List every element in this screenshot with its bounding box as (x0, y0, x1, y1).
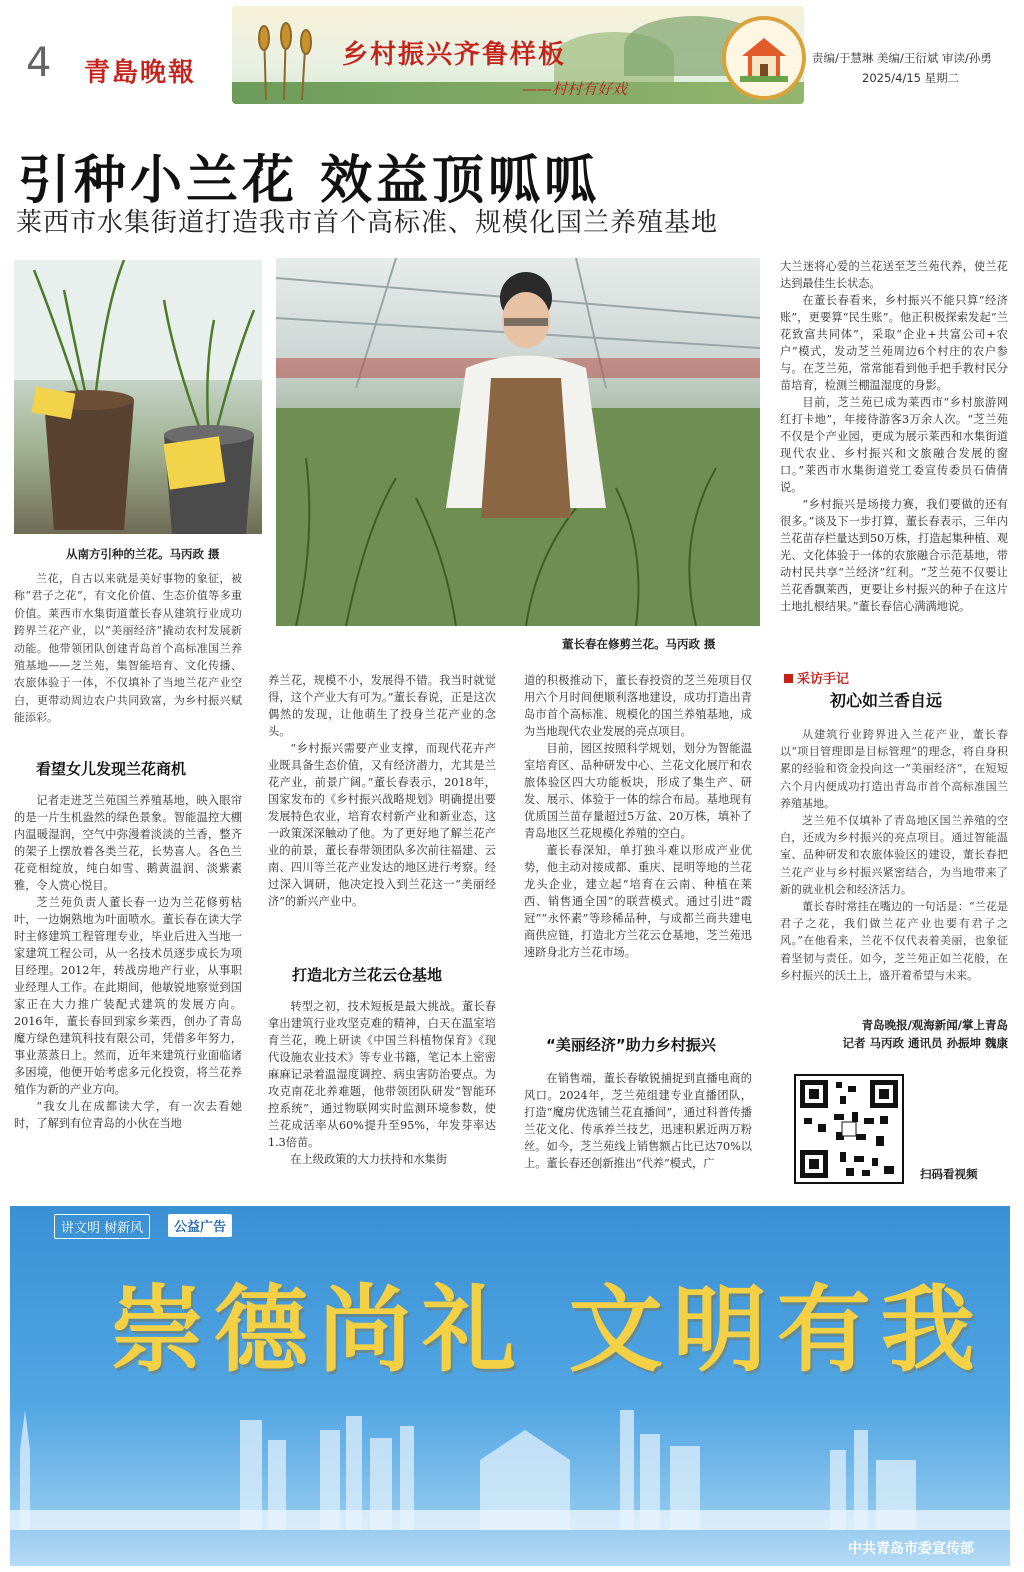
article-column-2-top (268, 672, 496, 910)
reporter-note-title: 初心如兰香自远 (830, 691, 943, 710)
qr-code[interactable] (794, 1074, 904, 1184)
article-column-1 (14, 792, 242, 1132)
reporter-note-tag: 采访手记 (784, 668, 849, 687)
paragraph: 道的积极推动下，董长春投资的芝兰苑项目仅用六个月时间便顺利落地建设，成功打造出青岛市首个高标准、规模化的国兰养殖基地，成为当地现代农业发展的亮点项目。 (524, 674, 752, 738)
newspaper-logo: 青島晚報 (84, 58, 197, 88)
paragraph: 养兰花，规模不小，发展得不错。我当时就觉得，这个产业大有可为。”董长春说，正是这次偶然的发现，让他萌生了投身兰花产业的念头。 (268, 674, 496, 738)
section-heading: “美丽经济”助力乡村振兴 (546, 1036, 716, 1054)
paragraph: 从建筑行业跨界进入兰花产业，董长春以“项目管理即是目标管理”的理念，将自身积累的经验和资金投向这一“美丽经济”，在短短六个月内便成功打造出青岛市首个高标准国兰养殖基地。 (780, 728, 1008, 810)
paragraph: 目前，芝兰苑已成为莱西市“乡村旅游网红打卡地”，年接待游客3万余人次。“芝兰苑不仅是个产业园，更成为展示莱西和水集街道现代农业、乡村振兴和文旅融合发展的窗口。”莱西市水集街道党工委宣传委员石倩倩说。 (780, 396, 1008, 494)
byline (780, 1016, 1008, 1052)
ad-sponsor: 中共青岛市委宣传部 (848, 1541, 974, 1557)
byline-outlets: 青岛晚报/观海新闻/掌上青岛 (861, 1018, 1008, 1032)
ad-tag-civility: 讲文明 树新风 (54, 1214, 150, 1239)
paragraph: 芝兰苑不仅填补了青岛地区国兰养殖的空白，还成为乡村振兴的亮点项目。通过智能温室、品种研发和农旅体验区的建设，董长春把兰花产业与乡村振兴紧密结合，为当地带来了新的就业机会和经济活力。 (780, 814, 1008, 896)
ad-slogan: 崇德尚礼 文明有我 (110, 1275, 985, 1385)
paragraph: 芝兰苑负责人董长春一边为兰花修剪枯叶，一边娴熟地为叶面喷水。董长春在读大学时主修建筑工程管理专业，毕业后进入当地一家建筑工程公司，从一名技术员逐步成长为项目经理。2012年，转战房地产行业，从事职业经理人工作。在此期间，他敏锐地察觉到国家正在大力推广装配式建筑的发展方向。2016年，董长春回到家乡莱西，创办了青岛魔方绿色建筑科技有限公司，凭借多年努力，事业蒸蒸日上。然而，近年来建筑行业面临诸多困境，他便开始考虑多元化投资，将兰花养殖作为新的产业方向。 (14, 896, 242, 1096)
paragraph: 董长春深知，单打独斗难以形成产业优势，他主动对接成都、重庆、昆明等地的兰花龙头企业，建立起“培育在云南、种植在莱西、销售通全国”的联营模式。通过引进“霞冠”“永怀素”等珍稀品种，与成都兰商共建电商供应链，打造北方兰花云仓基地，芝兰苑迅速跻身北方兰花市场。 (524, 844, 752, 959)
paragraph: “乡村振兴是场接力赛，我们要做的还有很多。”谈及下一步打算，董长春表示，三年内兰花苗存栏量达到50万株，打造起集种植、观光、文化体验于一体的农旅融合示范基地，带动村民共享“兰经济”红利。“芝兰苑不仅要让兰花香飘莱西，更要让乡村振兴的种子在这片土地扎根结果。”董长春信心满满地说。 (780, 498, 1008, 613)
article-column-3-bottom (524, 1070, 752, 1172)
city-skyline-illustration (10, 1390, 1010, 1530)
banner-title: 乡村振兴齐鲁样板 (342, 40, 567, 70)
page-number: 4 (26, 40, 52, 86)
paragraph: 在销售端，董长春敏锐捕捉到直播电商的风口。2024年，芝兰苑组建专业直播团队，打造“魔房优选铺兰花直播间”，通过科普传播兰花文化、传承养兰技艺，迅速积累近两万粉丝。如今，芝兰苑线上销售额占比已达70%以上。董长春还创新推出“代养”模式，广 (524, 1072, 752, 1170)
byline-reporters: 记者 马丙政 通讯员 孙振坤 魏康 (842, 1036, 1008, 1050)
house-badge-icon (722, 16, 806, 100)
paragraph: 大兰迷将心爱的兰花送至芝兰苑代养，使兰花达到最佳生长状态。 (780, 260, 1008, 290)
ad-tag-public-service: 公益广告 (168, 1214, 232, 1237)
issue-date: 2025/4/15 星期二 (862, 71, 960, 85)
paragraph: 目前，园区按照科学规划，划分为智能温室培育区、品种研发中心、兰花文化展厅和农旅体验区四大功能板块，形成了集生产、研发、展示、体验于一体的综合布局。基地现有优质国兰苗存量超过5万盆、20万株，填补了青岛地区兰花规模化养殖的空白。 (524, 742, 752, 840)
orchid-pots-photo (14, 260, 262, 534)
paragraph: “我女儿在成都读大学，有一次去看她时，了解到有位青岛的小伙在当地 (14, 1100, 242, 1130)
greenhouse-photo (276, 258, 760, 626)
article-subheadline: 莱西市水集街道打造我市首个高标准、规模化国兰养殖基地 (16, 208, 719, 238)
section-heading: 打造北方兰花云仓基地 (292, 966, 443, 984)
section-banner (232, 6, 804, 104)
paragraph: “乡村振兴需要产业支撑，而现代花卉产业既具备生态价值，又有经济潜力，尤其是兰花产业，前景广阔。”董长春表示，2018年，国家发布的《乡村振兴战略规划》明确提出要发展特色农业，培育农村新产业和新业态，这一政策深深触动了他。为了更好地了解兰花产业的前景，董长春带领团队多次前往福建、云南、四川等兰花产业发达的地区进行考察。经过深入调研，他决定投入到兰花这一“美丽经济”的新兴产业中。 (268, 742, 496, 908)
paragraph: 在董长春看来，乡村振兴不能只算“经济账”，更要算“民生账”。他正积极探索发起“兰花致富共同体”，采取“企业+共富公司+农户”模式，发动芝兰苑周边6个村庄的农户参与。在芝兰苑，常常能看到他手把手教村民分苗培育，检测兰棚温湿度的身影。 (780, 294, 1008, 392)
public-service-ad (10, 1206, 1010, 1566)
reporter-note-body (780, 726, 1008, 984)
article-column-3-top (524, 672, 752, 961)
paragraph: 董长春时常挂在嘴边的一句话是：“兰花是君子之花，我们做兰花产业也要有君子之风。”在他看来，兰花不仅代表着美丽，也象征着坚韧与责任。如今，芝兰苑正如兰花般，在乡村振兴的沃土上，盛开着希望与未来。 (780, 900, 1008, 982)
editor-credits (812, 48, 992, 88)
article-headline: 引种小兰花 效益顶呱呱 (18, 151, 601, 211)
article-column-2-bottom (268, 998, 496, 1168)
section-heading: 看望女儿发现兰花商机 (36, 760, 187, 778)
paragraph: 记者走进芝兰苑国兰养殖基地，映入眼帘的是一片生机盎然的绿色景象。智能温控大棚内温暖湿润，空气中弥漫着淡淡的兰香，整齐的架子上摆放着各类兰花，长势喜人。各色兰花竞相绽放，纯白如雪、鹅黄温润、淡紫素雅，令人赏心悦目。 (14, 794, 242, 892)
qr-label: 扫码看视频 (920, 1167, 978, 1181)
banner-subtitle: ——村村有好戏 (522, 80, 628, 98)
article-column-4 (780, 258, 1008, 615)
lead-paragraph: 兰花，自古以来就是美好事物的象征，被称“君子之花”，有文化价值、生态价值等多重价值。莱西市水集街道董长春从建筑行业成功跨界兰花产业，以“美丽经济”撬动农村发展新动能。他带领团队创建青岛首个高标准国兰养殖基地——芝兰苑，集智能培育、文化传播、农旅体验于一体，不仅填补了当地兰花产业空白，更带动周边农户共同致富，为乡村振兴赋能添彩。 (14, 572, 242, 725)
article-lead (14, 570, 242, 727)
photo2-caption: 董长春在修剪兰花。马丙政 摄 (562, 637, 716, 651)
credits-line: 责编/于慧琳 美编/王衍斌 审读/孙勇 (812, 51, 992, 65)
photo1-caption: 从南方引种的兰花。马丙政 摄 (66, 547, 220, 561)
paragraph: 转型之初，技术短板是最大挑战。董长春拿出建筑行业攻坚克难的精神，白天在温室培育兰花，晚上研读《中国兰科植物保育》《现代设施农业技术》等专业书籍，笔记本上密密麻麻记录着温湿度调控、病虫害防治要点。为攻克南花北养难题，他带领团队研发“智能环控系统”，通过物联网实时监测环境参数，使兰花成活率从60%提升至95%，年发芽率达1.3倍苗。 (268, 1000, 496, 1149)
wheat-icon (246, 20, 326, 100)
paragraph: 在上级政策的大力扶持和水集街 (290, 1153, 448, 1166)
